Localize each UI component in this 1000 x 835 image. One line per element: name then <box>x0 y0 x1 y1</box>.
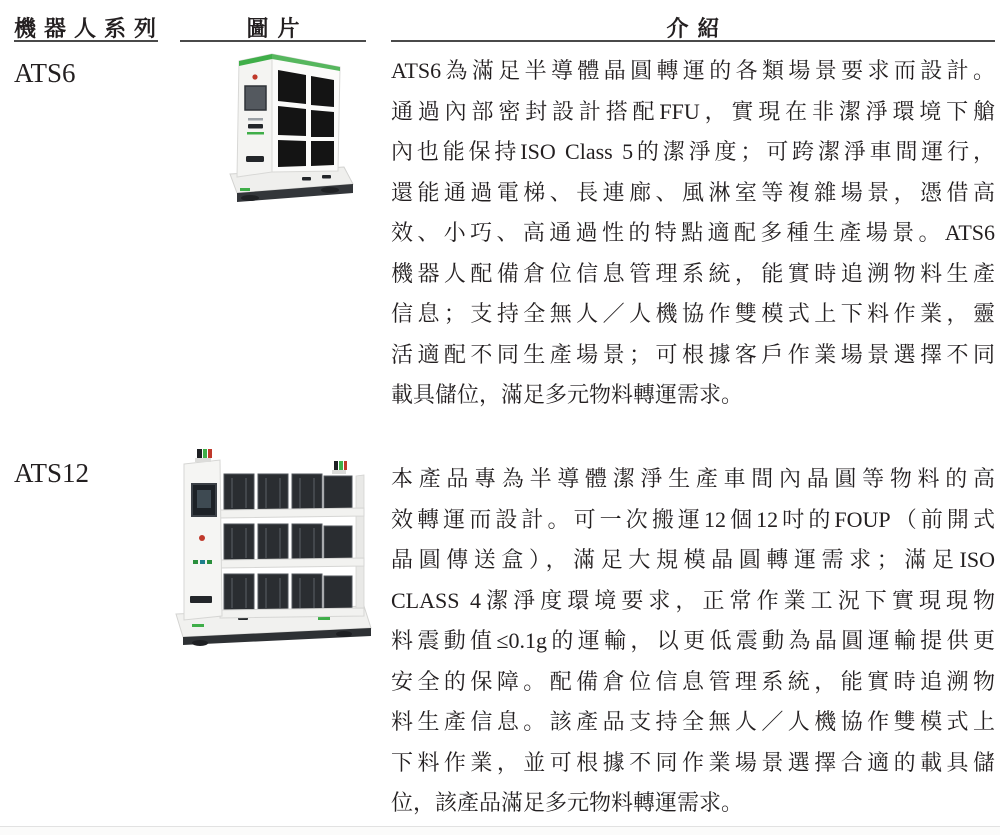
intro-line: 本產品專為半導體潔淨生產車間內晶圓等物料的高 <box>391 466 995 491</box>
intro-line: 還能通過電梯、長連廊、風淋室等複雜場景，憑借高 <box>391 179 995 205</box>
intro-line: 通過內部密封設計搭配FFU，實現在非潔淨環境下艙 <box>391 98 995 124</box>
intro-line: 內也能保持ISO Class 5的潔淨度；可跨潔淨車間運行， <box>391 139 995 164</box>
column-header-intro-label: 介紹 <box>666 16 729 41</box>
intro-line: 位，該產品滿足多元物料轉運需求。 <box>391 790 744 815</box>
ats6-robot-image <box>210 46 365 214</box>
intro-line: 安全的保障。配備倉位信息管理系統，能實時追溯物 <box>391 668 995 694</box>
intro-line: 料生產信息。該產品支持全無人／人機協作雙模式上 <box>391 709 995 734</box>
intro-line: 下料作業，並可根據不同作業場景選擇合適的載具儲 <box>391 749 995 775</box>
intro-line: 機器人配備倉位信息管理系統，能實時追溯物料生產 <box>391 260 995 286</box>
intro-line: 載具儲位，滿足多元物料轉運需求。 <box>391 382 744 407</box>
page-bottom-strip <box>0 827 1000 835</box>
series-name-ats12: ATS12 <box>14 458 90 488</box>
intro-line: CLASS 4潔淨度環境要求，正常作業工況下實現現物 <box>391 587 995 613</box>
column-header-image <box>180 16 366 42</box>
ats12-robot-image <box>168 446 376 650</box>
column-header-intro <box>391 16 995 42</box>
intro-paragraph-ats12 <box>391 459 995 824</box>
ats6-robot-illustration <box>210 46 365 214</box>
intro-line: 信息；支持全無人／人機協作雙模式上下料作業，靈 <box>391 301 995 326</box>
intro-paragraph-ats6 <box>391 51 995 416</box>
series-name-ats6: ATS6 <box>14 58 76 88</box>
intro-line: 效、小巧、高通過性的特點適配多種生產場景。ATS6 <box>391 220 995 245</box>
intro-line: 活適配不同生產場景；可根據客戶作業場景選擇不同 <box>391 341 995 367</box>
intro-line: ATS6為滿足半導體晶圓轉運的各類場景要求而設計。 <box>391 58 995 83</box>
column-header-series: 機器人系列 <box>14 16 165 41</box>
intro-line: 效轉運而設計。可一次搬運12個12吋的FOUP（前開式 <box>391 506 995 532</box>
intro-line: 料震動值≤0.1g的運輸，以更低震動為晶圓運輸提供更 <box>391 628 995 653</box>
ats12-robot-illustration <box>168 446 376 650</box>
intro-line: 晶圓傳送盒），滿足大規模晶圓轉運需求；滿足ISO <box>391 547 995 572</box>
column-header-image-label: 圖片 <box>246 16 309 41</box>
